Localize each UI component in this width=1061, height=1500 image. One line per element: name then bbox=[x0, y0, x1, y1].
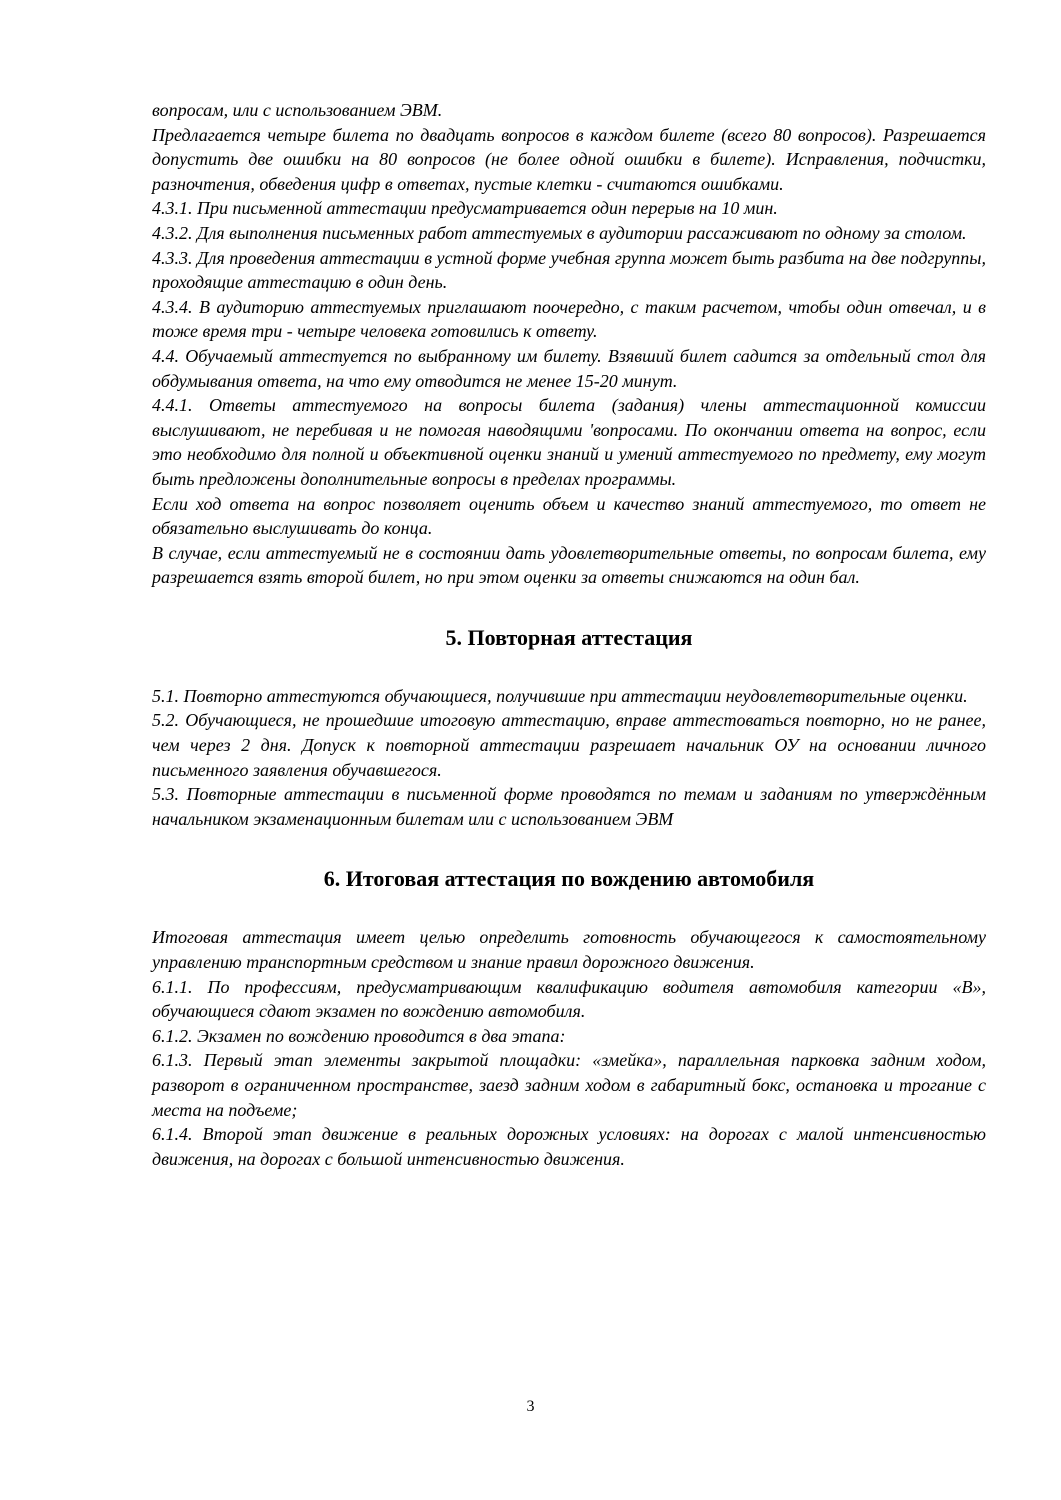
paragraph: В случае, если аттестуемый не в состоянии дать удовлетворительные ответы, по вопросам билета, ему разрешается взять второй билет, но при этом оценки за ответы снижаются на один бал. bbox=[152, 542, 986, 588]
paragraph: Предлагается четыре билета по двадцать вопросов в каждом билете (всего 80 вопросов). Разрешается допустить две ошибки на 80 вопросов (не более одной ошибки в билете). Исправления, подчистки, разночтения, обведения цифр в ответах, пустые клетки - считаются ошибками. bbox=[152, 124, 986, 194]
paragraph: 6.1.4. Второй этап движение в реальных дорожных условиях: на дорогах с малой интенсивностью движения, на дорогах с большой интенсивностью движения. bbox=[152, 1124, 986, 1169]
document-page bbox=[152, 98, 986, 1171]
paragraph: Если ход ответа на вопрос позволяет оценить объем и качество знаний аттестуемого, то ответ не обязательно выслушивать до конца. bbox=[152, 493, 986, 539]
paragraph: 6.1.2. Экзамен по вождению проводится в два этапа: bbox=[152, 1025, 566, 1046]
page-number: 3 bbox=[526, 1398, 535, 1415]
paragraph: 4.4.1. Ответы аттестуемого на вопросы билета (задания) члены аттестационной комиссии выслушивают, не перебивая и не помогая наводящими 'вопросами. По окончании ответа на вопрос, если это необходимо для полной и объективной оценки знаний и умений аттестуемого по предмету, ему могут быть предложены дополнительные вопросы в пределах программы. bbox=[152, 395, 986, 489]
paragraph: 4.3.2. Для выполнения письменных работ аттестуемых в аудитории рассаживают по одному за столом. bbox=[152, 222, 967, 243]
paragraph: 6.1.3. Первый этап элементы закрытой площадки: «змейка», параллельная парковка задним ходом, разворот в ограниченном пространстве, заезд задним ходом в габаритный бокс, остановка и трогание с места на подъеме; bbox=[152, 1050, 986, 1120]
paragraph: 5.2. Обучающиеся, не прошедшие итоговую аттестацию, вправе аттестоваться повторно, но не ранее, чем через 2 дня. Допуск к повторной аттестации разрешает начальник ОУ на основании личного письменного заявления обучавшегося. bbox=[152, 710, 986, 780]
paragraph: 5.3. Повторные аттестации в письменной форме проводятся по темам и заданиям по утверждённым начальником экзаменационным билетам или с использованием ЭВМ bbox=[152, 784, 986, 829]
paragraph: Итоговая аттестация имеет целью определить готовность обучающегося к самостоятельному управлению транспортным средством и знание правил дорожного движения. bbox=[152, 927, 986, 973]
paragraph: 4.3.4. В аудиторию аттестуемых приглашают поочередно, с таким расчетом, чтобы один отвечал, и в тоже время три - четыре человека готовились к ответу. bbox=[152, 296, 986, 342]
section-heading: 6. Итоговая аттестация по вождению автомобиля bbox=[323, 866, 815, 892]
paragraph: 6.1.1. По профессиям, предусматривающим квалификацию водителя автомобиля категории «В», обучающиеся сдают экзамен по вождению автомобиля. bbox=[152, 976, 986, 1022]
paragraph: 4.4. Обучаемый аттестуется по выбранному им билету. Взявший билет садится за отдельный стол для обдумывания ответа, на что ему отводится не менее 15-20 минут. bbox=[152, 345, 986, 391]
section-heading: 5. Повторная аттестация bbox=[445, 624, 693, 650]
paragraph: вопросам, или с использованием ЭВМ. bbox=[152, 100, 443, 120]
paragraph: 4.3.3. Для проведения аттестации в устной форме учебная группа может быть разбита на две подгруппы, проходящие аттестацию в один день. bbox=[152, 247, 986, 293]
paragraph: 5.1. Повторно аттестуются обучающиеся, получившие при аттестации неудовлетворительные оценки. bbox=[152, 685, 968, 706]
paragraph: 4.3.1. При письменной аттестации предусматривается один перерыв на 10 мин. bbox=[152, 198, 778, 219]
